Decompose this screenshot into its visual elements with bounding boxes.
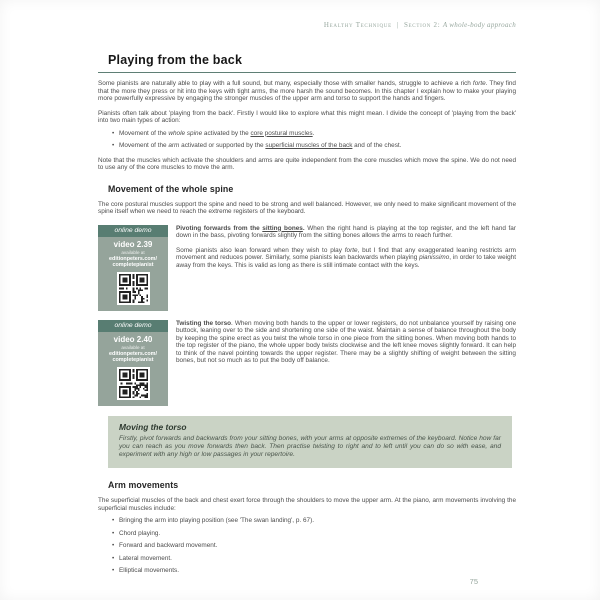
spine-paragraph-1: The core postural muscles support the spine and need to be strong and well balanced. However, we only need to make significant movement of the spine itself when we need to reach the extreme registers of the keyboard. [98,200,516,215]
twisting-paragraph: Twisting the torso. When moving both hands to the upper or lower registers, do not unbalance yourself by raising one buttock, leaning over to the side and shortening one side of the waist. Maintain a sense of balance throughout the body by keeping the spine erect as you twist the whole torso in one piece from the sitting bones. When moving both hands to the top register of the piano, the whole upper body twists clockwise and the left knee moves slightly forward. It can help to think of the navel pointing towards the upper register. There may be a slightly shifting of weight between the sitting bones, but not so much as to put the body off balance. [176,319,516,365]
online-demo-box-2-40 [98,320,168,406]
online-demo-row-2 [98,320,516,406]
exercise-callout-box [108,416,512,468]
leaning-paragraph: Some pianists also lean forward when they wish to play forte, but I find that any exaggerated leaning restricts arm movement and reduces power. Similarly, some pianists lean backwards when playing pianissimo, in order to take weight away from the keys. This is valid as long as there is still intimate contact with the keys. [176,246,516,269]
arm-movements-list [98,517,516,575]
demo-url-line-1: editionpeters.com/ [109,350,157,357]
online-demo-label: online demo [98,225,168,237]
demo-1-text [176,225,516,270]
demo-url-line-2: completepianist [112,261,154,268]
page-title: Playing from the back [98,54,516,73]
online-demo-label: online demo [98,320,168,332]
callout-body: Firstly, pivot forwards and backwards from your sitting bones, with your arms at opposite extremes of the keyboard. Notice how far you can reach as you move forwards then back. Then practise twisting to right and to left until you can do so with ease, and experiment with any high or low passages in your repertoire. [119,435,501,459]
list-item: • Movement of the arm activated or supported by the superficial muscles of the back and of the chest. [112,142,516,150]
intro-paragraph-3: Note that the muscles which activate the shoulders and arms are quite independent from the core muscles which move the spine. We do not need to use any of the core muscles to move the arm. [98,156,516,171]
list-item: • Bringing the arm into playing position (see 'The swan landing', p. 67). [112,517,516,525]
action-types-list [98,130,516,150]
list-item: • Lateral movement. [112,555,516,563]
running-header-book-part: Healthy Technique [323,21,392,29]
demo-available-at: available at [121,345,145,351]
arm-paragraph-1: The superficial muscles of the back and chest exert force through the shoulders to move the upper arm. At the piano, arm movements involving the superficial muscles include: [98,497,516,512]
online-demo-row-1 [98,225,516,311]
list-item: • Elliptical movements. [112,567,516,575]
demo-video-number: video 2.40 [113,334,153,344]
intro-paragraph-1: Some pianists are naturally able to play with a full sound, but many, especially those with smaller hands, struggle to achieve a rich forte. They find that the more they press or hit into the keys with tight arms, the more harsh the sound becomes. In this chapter I explain how to make your playing more powerfully expressive by engaging the stronger muscles of the upper arm and torso to support the hands and fingers. [98,80,516,102]
section-heading-arm-movements: Arm movements [108,480,179,491]
list-item: • Forward and backward movement. [112,542,516,550]
page-number: 75 [469,577,478,586]
demo-2-text [176,320,516,365]
pivoting-paragraph: Pivoting forwards from the sitting bones. When the right hand is playing at the top register, and the left hand far down in the bass, pivoting forwards slightly from the sitting bones allows the arms to reach further. [176,224,516,239]
intro-paragraph-2: Pianists often talk about 'playing from the back'. Firstly I would like to explore what this might mean. I divide the concept of 'playing from the back' into two main types of action: [98,109,516,124]
callout-title: Moving the torso [119,422,187,433]
running-header [324,21,516,30]
list-item: • Chord playing. [112,530,516,538]
running-header-section-title: A whole-body approach [442,21,516,29]
qr-code-icon [117,272,150,305]
demo-video-number: video 2.39 [113,239,153,249]
online-demo-box-2-39 [98,225,168,311]
qr-code-icon [117,367,150,400]
page-content [98,47,516,575]
demo-available-at: available at [121,250,145,255]
demo-url-line-1: editionpeters.com/ [109,255,157,262]
demo-url-line-2: completepianist [112,357,154,364]
list-item: • Movement of the whole spine activated by the core postural muscles. [112,130,516,138]
section-heading-whole-spine: Movement of the whole spine [108,183,234,194]
running-header-separator: | [396,21,399,29]
running-header-section-label: Section 2: [403,21,441,29]
